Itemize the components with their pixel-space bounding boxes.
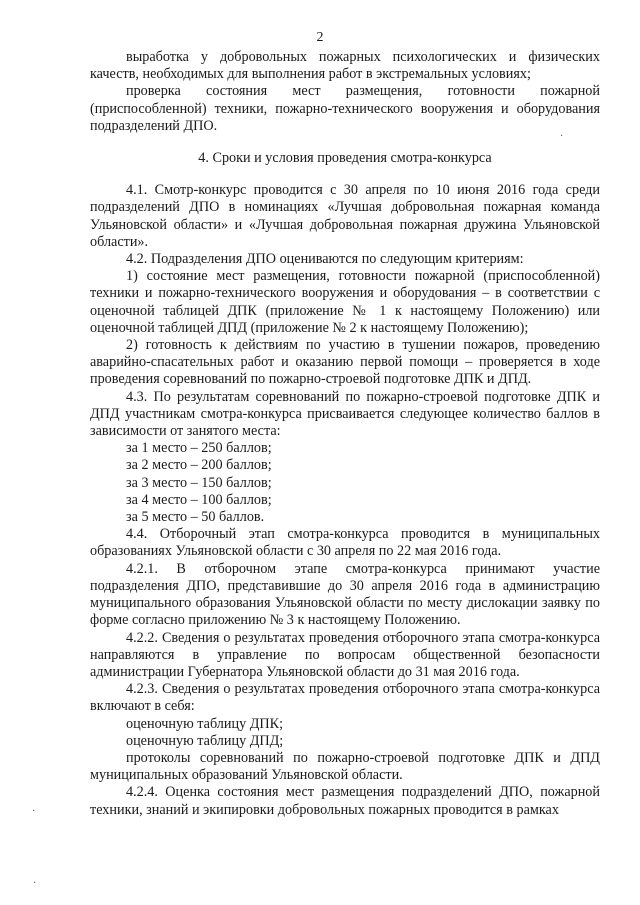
paragraph: 4.2.2. Сведения о результатах проведения отборочного этапа смотра-конкурса направляются в управление по вопросам общественной безопасности администрации Губернатора Ульяновской области до 31 мая 2016 года. (90, 629, 600, 680)
section-heading: 4. Сроки и условия проведения смотра-конкурса (198, 150, 492, 167)
scan-speck: · (33, 878, 37, 889)
document-body (90, 49, 600, 819)
paragraph: проверка состояния мест размещения, готовности пожарной (приспособленной) техники, пожарно-технического вооружения и оборудования подразделений ДПО. (90, 83, 600, 134)
paragraph: 4.2.4. Оценка состояния мест размещения подразделений ДПО, пожарной техники, знаний и экипировки добровольных пожарных проводится в рамках (90, 784, 600, 818)
list-item: оценочную таблицу ДПД; (126, 732, 284, 749)
paragraph: 4.3. По результатам соревнований по пожарно-строевой подготовке ДПК и ДПД участникам смотра-конкурса присваивается следующее количество баллов в зависимости от занятого места: (90, 388, 600, 440)
scan-speck: · (560, 131, 564, 142)
points-list-item: за 4 место – 100 баллов; (126, 491, 272, 508)
points-list-item: за 1 место – 250 баллов; (126, 440, 272, 457)
scan-speck: · (32, 806, 36, 817)
list-item: оценочную таблицу ДПК; (126, 715, 284, 732)
paragraph: 4.2.3. Сведения о результатах проведения отборочного этапа смотра-конкурса включают в себя: (90, 681, 600, 715)
points-list-item: за 5 место – 50 баллов. (126, 509, 265, 526)
paragraph: 2) готовность к действиям по участию в тушении пожаров, проведению аварийно-спасательных работ и оказанию первой помощи – проверяется в ходе проведения соревнований по пожарно-строевой подготовке ДПК и ДПД. (90, 337, 600, 388)
spacer (90, 167, 600, 182)
page-number: 2 (316, 30, 324, 45)
paragraph: 1) состояние мест размещения, готовности пожарной (приспособленной) техники и пожарно-технического вооружения и оборудования – в соответствии с оценочной таблицей ДПК (приложение № 1 к настоящему Положению) или оценочной таблицей ДПД (приложение № 2 к настоящему Положению); (90, 268, 600, 336)
paragraph: 4.2. Подразделения ДПО оцениваются по следующим критериям: (126, 251, 524, 268)
paragraph: 4.2.1. В отборочном этапе смотра-конкурса принимают участие подразделения ДПО, представившие до 30 апреля 2016 года в администрацию муниципального образования Ульяновской области по месту дислокации заявку по форме согласно приложению № 3 к настоящему Положению. (90, 560, 600, 629)
points-list-item: за 3 место – 150 баллов; (126, 474, 272, 491)
spacer (90, 135, 600, 150)
paragraph: протоколы соревнований по пожарно-строевой подготовке ДПК и ДПД муниципальных образований Ульяновской области. (90, 749, 600, 784)
points-list-item: за 2 место – 200 баллов; (126, 457, 272, 474)
paragraph: выработка у добровольных пожарных психологических и физических качеств, необходимых для выполнения работ в экстремальных условиях; (90, 49, 600, 83)
paragraph: 4.1. Смотр-конкурс проводится с 30 апреля по 10 июня 2016 года среди подразделений ДПО в номинациях «Лучшая добровольная пожарная команда Ульяновской области» и «Лучшая добровольная пожарная дружина Ульяновской области». (90, 182, 600, 250)
paragraph: 4.4. Отборочный этап смотра-конкурса проводится в муниципальных образованиях Ульяновской области с 30 апреля по 22 мая 2016 года. (90, 526, 600, 560)
